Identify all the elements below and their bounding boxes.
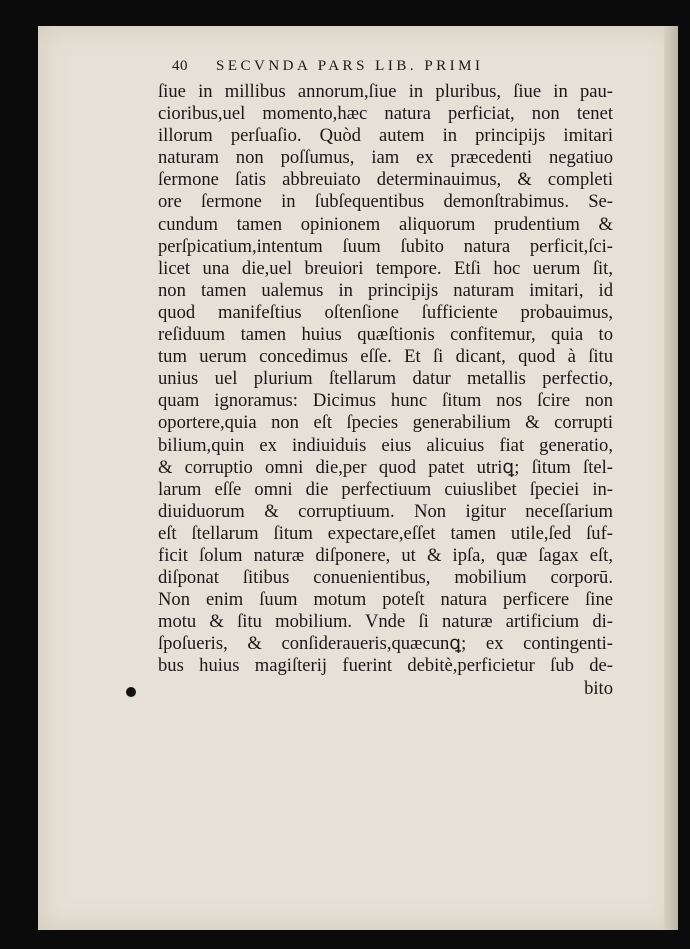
text-line: naturam non poſſumus, iam ex præcedenti negatiuo [158, 147, 613, 169]
text-line: ſpoſueris, & conſideraueris,quæcunꝗ; ex contingenti- [158, 633, 613, 655]
running-head [172, 58, 484, 75]
text-line: quam ignoramus: Dicimus hunc ſitum nos ſcire non [158, 390, 613, 412]
text-line: diuiduorum & corruptiuum. Non igitur neceſſarium [158, 500, 613, 522]
page-edge [664, 26, 678, 930]
text-line: reſiduum tamen huius quæſtionis confitemur, quia to [158, 324, 613, 346]
text-line: ore ſermone in ſubſequentibus demonſtrabimus. Se- [158, 191, 613, 213]
text-line: motu & ſitu mobilium. Vnde ſi naturæ artificium di- [158, 611, 613, 633]
margin-bullet-mark [126, 687, 136, 697]
text-line: cioribus,uel momento,hæc natura perficiat, non tenet [158, 103, 613, 125]
body-text [158, 81, 613, 700]
text-line: cundum tamen opinionem aliquorum prudentium & [158, 213, 613, 235]
text-line: quod manifeſtius oſtenſione ſufficiente probauimus, [158, 301, 613, 323]
text-line: ſiue in millibus annorum,ſiue in pluribus, ſiue in pau- [158, 81, 613, 102]
text-line: & corruptio omni die,per quod patet utriꝗ; ſitum ſtel- [158, 456, 613, 478]
text-line: eſt ſtellarum ſitum expectare,eſſet tamen utile,ſed ſuf- [158, 522, 613, 544]
page-number: 40 [172, 58, 188, 74]
text-line: tum uerum concedimus eſſe. Et ſi dicant, quod à ſitu [158, 346, 613, 368]
text-line-catchword: bito [584, 677, 613, 699]
text-line: perſpicatium,intentum ſuum ſubito natura perficit,ſci- [158, 235, 613, 257]
text-line: bilium,quin ex indiuiduis eius alicuius fiat generatio, [158, 434, 613, 456]
text-line: non tamen ualemus in principijs naturam imitari, id [158, 279, 613, 301]
text-line: ficit ſolum naturæ diſponere, ut & ipſa, quæ ſagax eſt, [158, 544, 613, 566]
text-line: larum eſſe omni die perfectiuum cuiuslibet ſpeciei in- [158, 478, 613, 500]
text-line: Non enim ſuum motum poteſt natura perficere ſine [158, 589, 613, 611]
text-line: bus huius magiſterij fuerint debitè,perficietur ſub de- [158, 655, 613, 677]
text-line: licet una die,uel breuiori tempore. Etſi hoc uerum ſit, [158, 257, 613, 279]
text-line: unius uel plurium ſtellarum datur metallis perfectio, [158, 368, 613, 390]
text-line: illorum perſuaſio. Quòd autem in principijs imitari [158, 125, 613, 147]
running-title: SECVNDA PARS LIB. PRIMI [216, 58, 484, 74]
text-line: oportere,quia non eſt ſpecies generabilium & corrupti [158, 412, 613, 434]
text-line: diſponat ſitibus conuenientibus, mobilium corporū. [158, 567, 613, 589]
text-line: ſermone ſatis abbreuiato determinauimus, & completi [158, 169, 613, 191]
